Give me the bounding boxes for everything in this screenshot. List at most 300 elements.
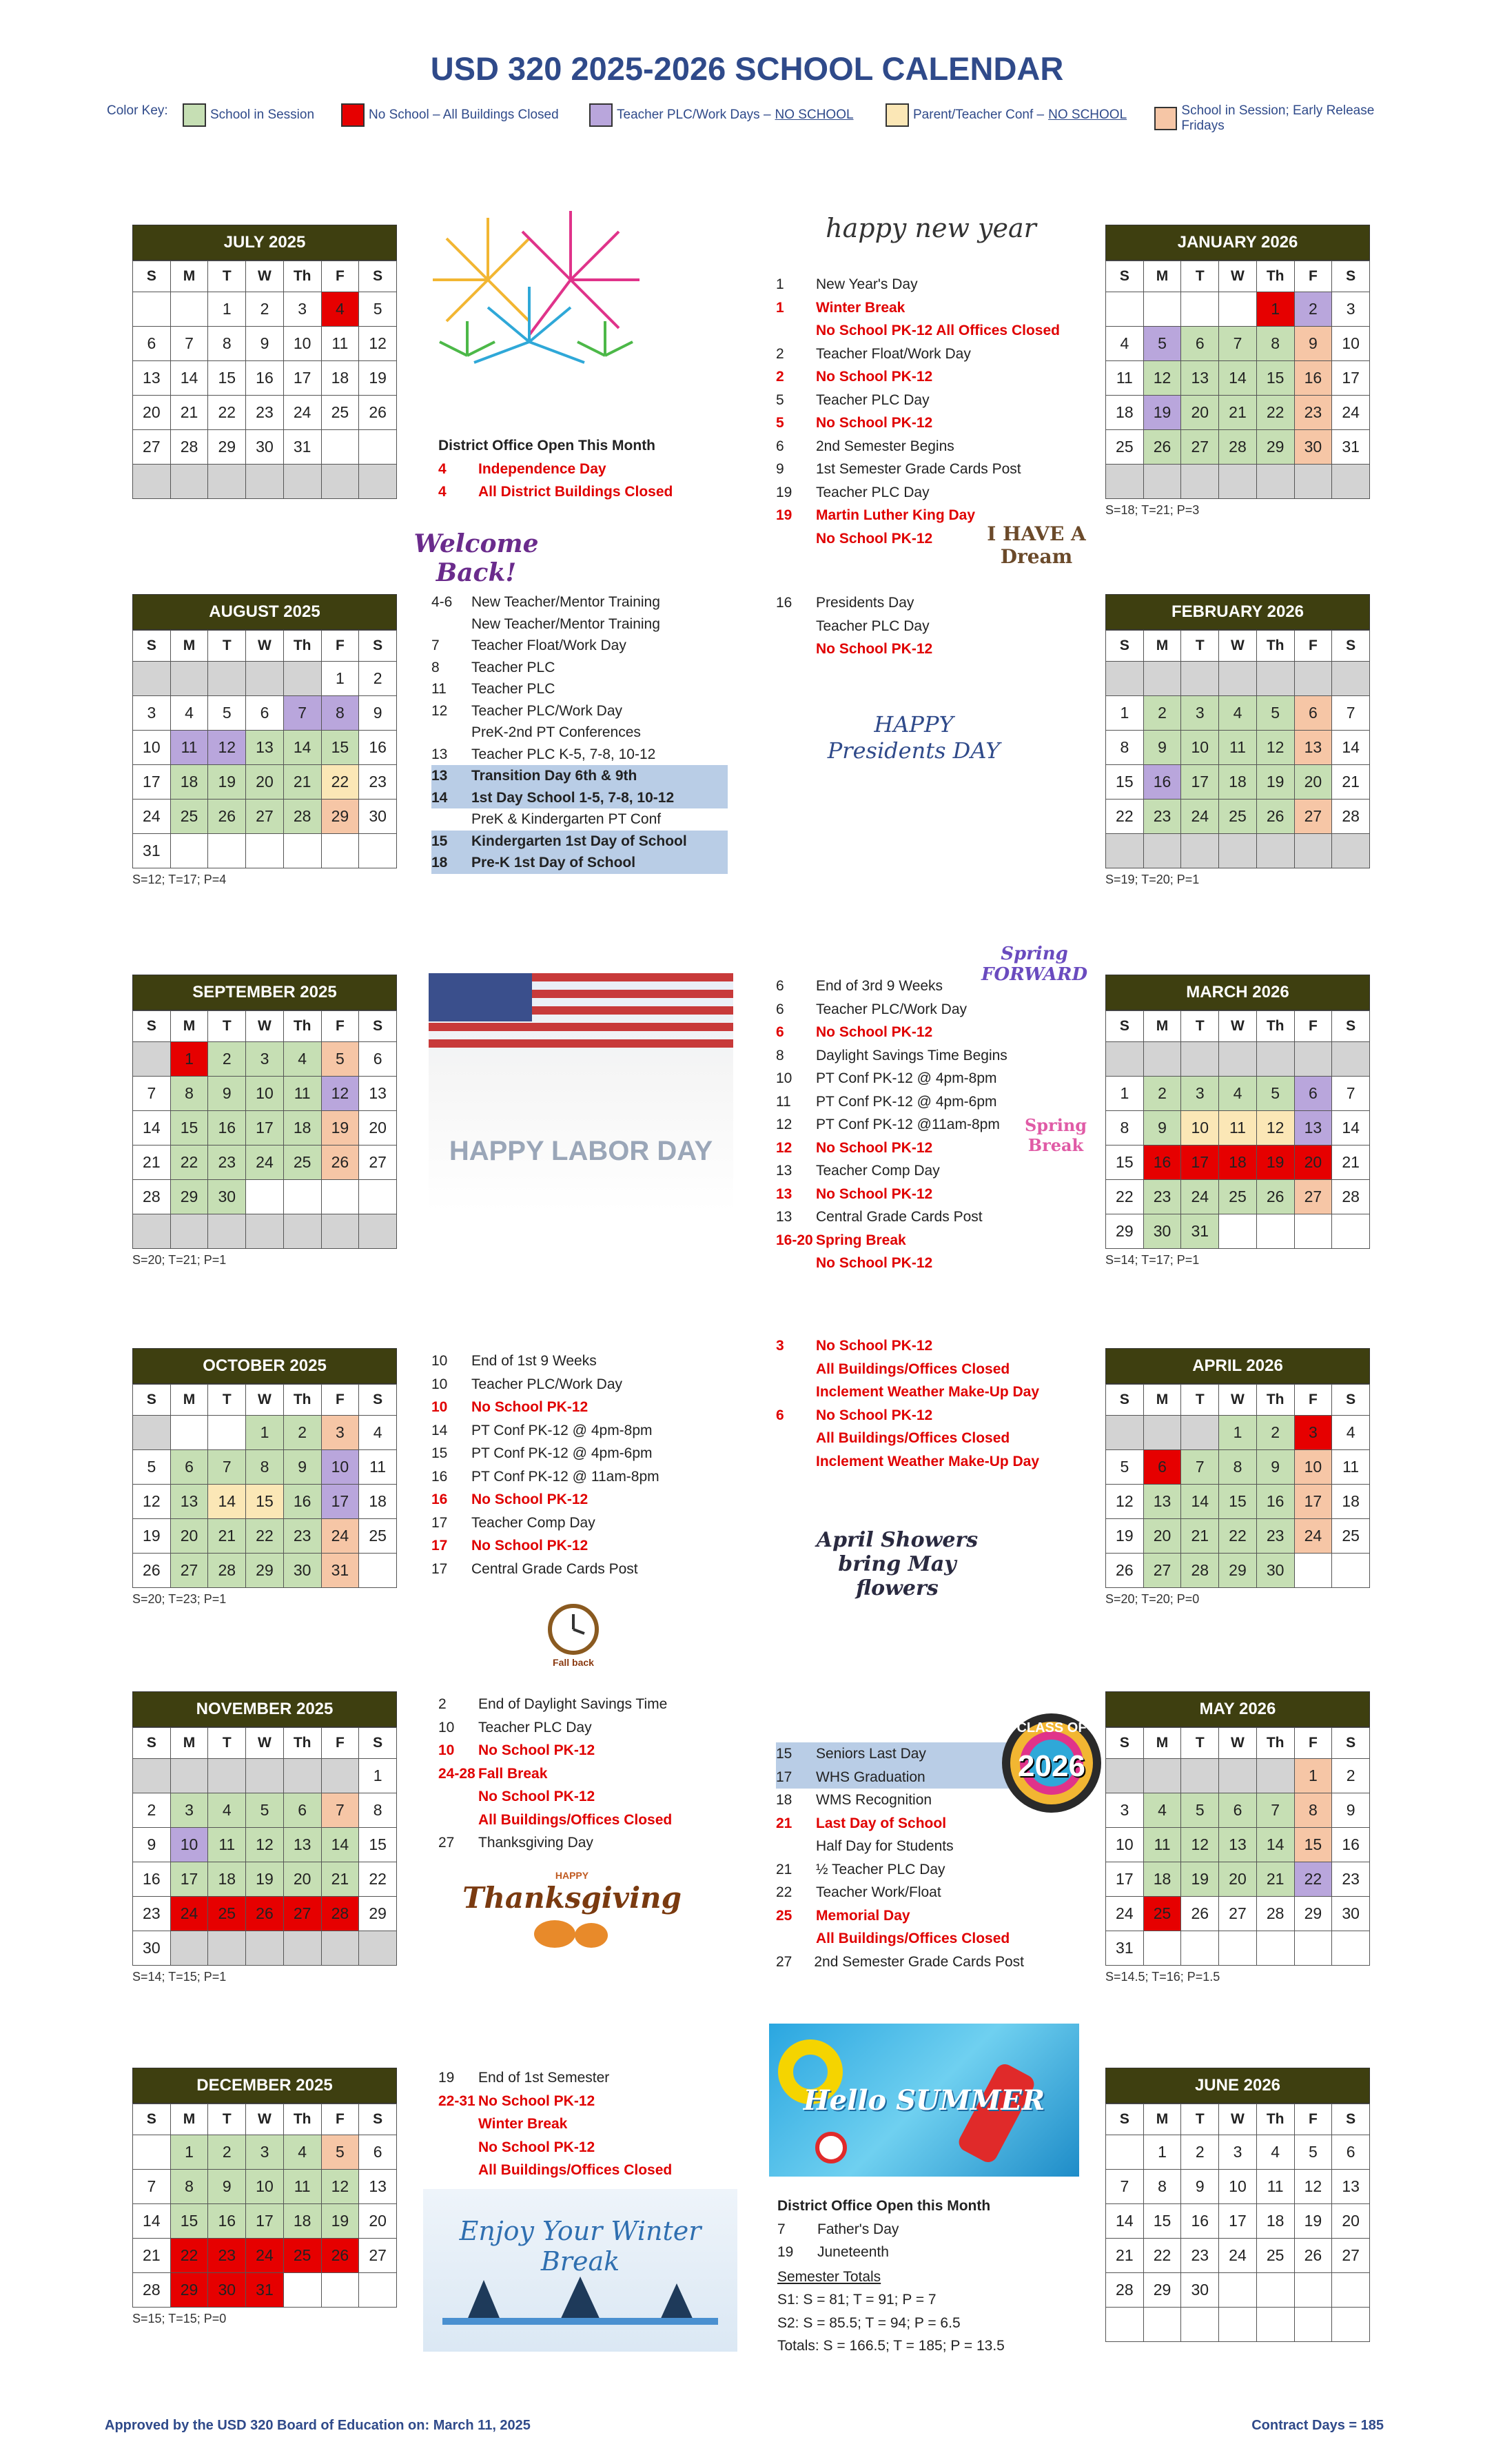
day-cell: 19 [1181,1862,1219,1897]
day-cell: 27 [246,800,284,834]
day-cell [359,1214,397,1249]
day-cell [1256,1931,1294,1966]
day-cell [1181,465,1219,499]
event-text: New Teacher/Mentor Training [471,615,660,632]
weekday-header: W [1219,631,1257,662]
day-cell: 22 [1106,800,1144,834]
day-cell [359,1931,397,1966]
spring-forward-image: Spring FORWARD [981,944,1088,985]
day-cell [1219,2273,1257,2308]
weekday-header: T [208,1728,246,1759]
day-cell: 16 [133,1862,171,1897]
day-cell: 17 [1106,1862,1144,1897]
day-cell: 1 [170,1042,208,1077]
day-cell [1256,2273,1294,2308]
event-text: Seniors Last Day [816,1742,926,1766]
event-row [776,1090,1007,1114]
event-date: 13 [776,1185,792,1202]
day-cell: 18 [1106,396,1144,430]
weekday-header: Th [1256,2104,1294,2135]
day-cell: 15 [1106,1146,1144,1180]
day-cell: 16 [359,731,397,765]
day-cell: 5 [321,1042,359,1077]
day-cell: 5 [1106,1450,1144,1485]
swatch-session [183,103,206,127]
jul-calendar-grid [132,261,397,499]
event-text: Father's Day [817,2221,899,2237]
day-cell: 15 [246,1485,284,1519]
event-row [776,319,1060,343]
event-text: No School PK-12 [816,1407,933,1423]
event-date: 11 [776,1093,791,1110]
day-cell: 18 [321,361,359,396]
event-row [438,1716,672,1740]
event-text: Fall Break [478,1765,548,1782]
event-text: Teacher PLC Day [816,618,930,634]
day-cell [1219,465,1257,499]
day-cell [1219,662,1257,696]
day-cell: 28 [1181,1554,1219,1588]
day-cell [1106,1759,1144,1793]
event-text: PT Conf PK-12 @ 4pm-8pm [471,1422,653,1438]
event-row [431,1373,659,1396]
day-cell: 29 [1294,1897,1332,1931]
day-cell [1106,292,1144,327]
day-cell: 24 [283,396,321,430]
event-row [438,1739,672,1762]
weekday-header: Th [283,2104,321,2135]
weekday-header: W [1219,1385,1257,1416]
event-text: ½ Teacher PLC Day [816,1861,945,1877]
day-cell: 20 [1294,765,1332,800]
event-date: 19 [438,2070,455,2086]
labor-day-image: HAPPY LABOR DAY [429,973,733,1212]
day-cell: 10 [1332,327,1370,361]
event-text: Memorial Day [816,1907,910,1924]
day-cell: 15 [208,361,246,396]
aug-month-title: AUGUST 2025 [132,594,397,630]
event-date: 6 [776,978,784,994]
day-cell: 3 [1106,1793,1144,1828]
semester-total-s1: S1: S = 81; T = 91; P = 7 [777,2292,937,2308]
day-cell [1106,834,1144,868]
day-cell [359,465,397,499]
day-cell: 29 [1143,2273,1181,2308]
event-text: No School PK-12 [478,2093,595,2109]
day-cell: 14 [133,2204,171,2239]
month-aug [132,594,397,887]
event-text: No School PK-12 All Offices Closed [816,323,1060,338]
day-cell: 24 [321,1519,359,1554]
events-aug [431,591,728,874]
day-cell: 14 [1332,731,1370,765]
day-cell: 14 [1256,1828,1294,1862]
weekday-header: S [359,2104,397,2135]
day-cell: 15 [170,1111,208,1146]
day-cell [1181,1042,1219,1077]
week-row [133,1450,397,1485]
event-text: Spring Break [816,1232,906,1248]
day-cell: 2 [1332,1759,1370,1793]
weekday-header: Th [1256,1011,1294,1042]
day-cell: 30 [133,1931,171,1966]
event-date: 5 [776,415,784,431]
day-cell: 11 [170,731,208,765]
day-cell: 16 [283,1485,321,1519]
day-cell: 6 [1294,696,1332,731]
day-cell: 12 [359,327,397,361]
day-cell: 6 [246,696,284,731]
week-row [133,2273,397,2308]
event-row [438,2136,672,2159]
event-text: Juneteenth [817,2244,889,2260]
weekday-header: M [170,2104,208,2135]
day-cell: 9 [1143,731,1181,765]
event-row [776,1067,1007,1090]
day-cell: 13 [283,1828,321,1862]
day-cell: 16 [1181,2204,1219,2239]
weekday-header: Th [283,261,321,292]
event-row [776,1021,1007,1044]
day-cell: 25 [359,1519,397,1554]
jan-month-title: JANUARY 2026 [1105,225,1370,261]
week-row [133,2204,397,2239]
event-text: All Buildings/Offices Closed [478,2162,673,2178]
day-cell [1256,1214,1294,1249]
event-text: Teacher PLC [471,659,555,675]
event-date: 19 [777,2244,794,2260]
event-text: No School PK-12 [816,1338,933,1354]
day-cell [1256,1042,1294,1077]
weekday-header: M [170,631,208,662]
day-cell: 11 [283,2170,321,2204]
day-cell: 8 [1219,1450,1257,1485]
weekday-header: Th [283,631,321,662]
weekday-header: S [1106,1385,1144,1416]
event-text: No School PK-12 [478,2139,595,2155]
footer-approved: Approved by the USD 320 Board of Education on: March 11, 2025 [105,2418,531,2433]
day-cell: 19 [359,361,397,396]
day-cell: 12 [133,1485,171,1519]
weekday-header: M [170,1011,208,1042]
day-cell: 11 [321,327,359,361]
day-cell [1143,465,1181,499]
day-cell: 4 [1219,696,1257,731]
day-cell: 6 [1219,1793,1257,1828]
day-cell [246,662,284,696]
day-cell: 21 [1256,1862,1294,1897]
week-row [1106,662,1370,696]
day-cell: 27 [133,430,171,465]
day-cell [170,465,208,499]
event-text: Teacher PLC [471,681,555,697]
day-cell: 23 [208,2239,246,2273]
day-cell: 4 [283,1042,321,1077]
pumpkin-icon [531,1915,613,1949]
day-cell: 8 [1143,2170,1181,2204]
day-cell [1332,2273,1370,2308]
day-cell: 14 [208,1485,246,1519]
week-row [1106,1862,1370,1897]
event-date [431,808,471,831]
day-cell: 13 [1219,1828,1257,1862]
day-cell: 13 [359,2170,397,2204]
day-cell: 25 [1256,2239,1294,2273]
weekday-header: M [1143,2104,1181,2135]
day-cell: 19 [1256,1146,1294,1180]
weekday-header: W [1219,2104,1257,2135]
color-key-label: Color Key: [107,103,168,118]
event-date: 24-28 [438,1765,475,1782]
event-date [776,1927,816,1951]
day-cell [1143,292,1181,327]
day-cell: 10 [246,1077,284,1111]
day-cell: 10 [1181,731,1219,765]
events-jun [777,2195,1005,2358]
day-cell: 31 [321,1554,359,1588]
day-cell [1181,1416,1219,1450]
day-cell: 27 [170,1554,208,1588]
day-cell: 26 [133,1554,171,1588]
aug-day-totals: S=12; T=17; P=4 [132,873,227,886]
day-cell: 2 [1294,292,1332,327]
day-cell: 11 [1143,1828,1181,1862]
day-cell: 7 [1332,1077,1370,1111]
day-cell: 17 [1219,2204,1257,2239]
week-row [133,696,397,731]
event-date: 9 [776,461,784,477]
day-cell: 8 [321,696,359,731]
week-row [133,2239,397,2273]
day-cell: 19 [1143,396,1181,430]
weekday-header: S [133,1728,171,1759]
day-cell: 30 [1256,1554,1294,1588]
event-date: 27 [776,1953,792,1970]
day-cell [133,1214,171,1249]
event-row [776,1137,1007,1160]
swatch-early [1154,107,1177,130]
day-cell: 30 [208,1180,246,1214]
day-cell [283,1931,321,1966]
day-cell: 1 [246,1416,284,1450]
week-row [133,1793,397,1828]
day-cell: 22 [1219,1519,1257,1554]
day-cell: 24 [170,1897,208,1931]
day-cell: 22 [1106,1180,1144,1214]
week-row [133,1180,397,1214]
day-cell: 23 [246,396,284,430]
day-cell: 8 [1256,327,1294,361]
day-cell: 20 [1219,1862,1257,1897]
event-date: 4-6 [431,594,453,610]
day-cell: 28 [1256,1897,1294,1931]
day-cell: 25 [1106,430,1144,465]
event-text: No School PK-12 [816,530,933,547]
day-cell: 21 [1219,396,1257,430]
day-cell: 7 [1256,1793,1294,1828]
event-date: 7 [431,638,440,653]
day-cell: 16 [1256,1485,1294,1519]
event-row [431,1419,659,1443]
day-cell [1143,2308,1181,2342]
event-text: No School PK-12 [471,1491,589,1507]
weekday-header: F [1294,1728,1332,1759]
day-cell: 13 [1181,361,1219,396]
month-jul [132,225,397,503]
day-cell: 1 [1106,1077,1144,1111]
day-cell: 19 [1256,765,1294,800]
day-cell: 6 [133,327,171,361]
event-date: 10 [431,1399,448,1415]
day-cell: 30 [1181,2273,1219,2308]
day-cell: 28 [1219,430,1257,465]
day-cell: 28 [1332,800,1370,834]
day-cell: 24 [246,1146,284,1180]
day-cell: 28 [133,1180,171,1214]
weekday-header: M [1143,1385,1181,1416]
day-cell: 12 [246,1828,284,1862]
presidents-day-image: HAPPY Presidents DAY [827,711,1001,764]
event-row [431,591,728,613]
event-text: Teacher Work/Float [816,1884,941,1900]
day-cell [321,834,359,868]
day-cell: 22 [170,2239,208,2273]
day-cell: 21 [321,1862,359,1897]
day-cell: 4 [359,1416,397,1450]
week-row [133,1042,397,1077]
day-cell: 22 [1294,1862,1332,1897]
day-cell [1294,465,1332,499]
event-date: 10 [431,1376,448,1392]
week-row [1106,292,1370,327]
day-cell: 23 [1332,1862,1370,1897]
day-cell [1106,662,1144,696]
day-cell: 13 [246,731,284,765]
event-date: 1 [776,299,784,316]
event-text: No School PK-12 [816,1024,933,1040]
day-cell [359,1180,397,1214]
week-row [1106,2239,1370,2273]
day-cell: 17 [1294,1485,1332,1519]
event-text: 2nd Semester Grade Cards Post [814,1953,1024,1970]
event-row [438,2159,672,2182]
day-cell [208,662,246,696]
day-cell: 14 [321,1828,359,1862]
day-cell: 12 [1106,1485,1144,1519]
day-cell: 21 [1332,1146,1370,1180]
day-cell: 25 [208,1897,246,1931]
weekday-header: F [1294,2104,1332,2135]
dec-day-totals: S=15; T=15; P=0 [132,2312,227,2325]
day-cell: 2 [208,2135,246,2170]
event-date: 16 [431,1491,448,1507]
day-cell: 25 [1143,1897,1181,1931]
event-row [777,2218,1005,2241]
event-date: 17 [431,1538,448,1554]
jun-office-header: District Office Open this Month [777,2198,991,2214]
event-text: No School PK-12 [478,1789,595,1804]
event-row [431,1488,659,1511]
legend-ptconf: Parent/Teacher Conf – NO SCHOOL [886,103,1127,127]
weekday-header: F [321,261,359,292]
month-feb [1105,594,1370,887]
event-text: No School PK-12 [478,1742,595,1758]
day-cell [1332,1042,1370,1077]
day-cell [1256,834,1294,868]
event-row [431,657,728,679]
day-cell: 28 [170,430,208,465]
day-cell: 27 [359,2239,397,2273]
event-date: 15 [431,1445,448,1461]
day-cell: 7 [1332,696,1370,731]
weekday-header: F [321,1011,359,1042]
day-cell: 30 [1294,430,1332,465]
event-date: 19 [776,484,792,500]
day-cell: 3 [1332,292,1370,327]
event-row [776,1334,1039,1358]
event-row [776,975,1007,998]
weekday-header: F [1294,631,1332,662]
day-cell: 4 [208,1793,246,1828]
event-row [776,591,932,615]
day-cell [359,430,397,465]
day-cell [1256,465,1294,499]
legend-closed: No School – All Buildings Closed [341,103,559,127]
day-cell [321,430,359,465]
feb-calendar-grid [1105,630,1370,868]
day-cell: 16 [208,2204,246,2239]
day-cell [1256,2308,1294,2342]
week-row [1106,327,1370,361]
day-cell: 17 [246,2204,284,2239]
day-cell: 11 [1219,1111,1257,1146]
day-cell: 26 [321,1146,359,1180]
event-text: All District Buildings Closed [478,484,673,500]
weekday-header: W [1219,1728,1257,1759]
day-cell: 29 [321,800,359,834]
apr-calendar-grid [1105,1384,1370,1588]
day-cell: 5 [1294,2135,1332,2170]
sep-calendar-grid [132,1010,397,1249]
swatch-plc [589,103,613,127]
event-date: 19 [776,507,792,523]
day-cell: 15 [359,1828,397,1862]
event-text: WMS Recognition [816,1792,932,1808]
week-row [133,396,397,430]
day-cell: 28 [1332,1180,1370,1214]
event-date: 4 [438,484,447,500]
weekday-header: W [1219,1011,1257,1042]
event-date: 6 [776,1024,784,1040]
day-cell: 8 [1294,1793,1332,1828]
event-date: 5 [776,391,784,408]
day-cell [321,465,359,499]
event-date: 22 [776,1884,792,1900]
day-cell [246,1931,284,1966]
footer-contract-days: Contract Days = 185 [1251,2418,1384,2433]
day-cell: 9 [208,2170,246,2204]
day-cell [359,1554,397,1588]
day-cell: 19 [133,1519,171,1554]
day-cell: 19 [321,1111,359,1146]
event-date: 22-31 [438,2093,475,2109]
event-text: 1st Semester Grade Cards Post [816,461,1021,477]
day-cell: 12 [1143,361,1181,396]
event-text: No School PK-12 [816,641,933,657]
day-cell [1332,662,1370,696]
day-cell: 30 [246,430,284,465]
day-cell: 22 [246,1519,284,1554]
